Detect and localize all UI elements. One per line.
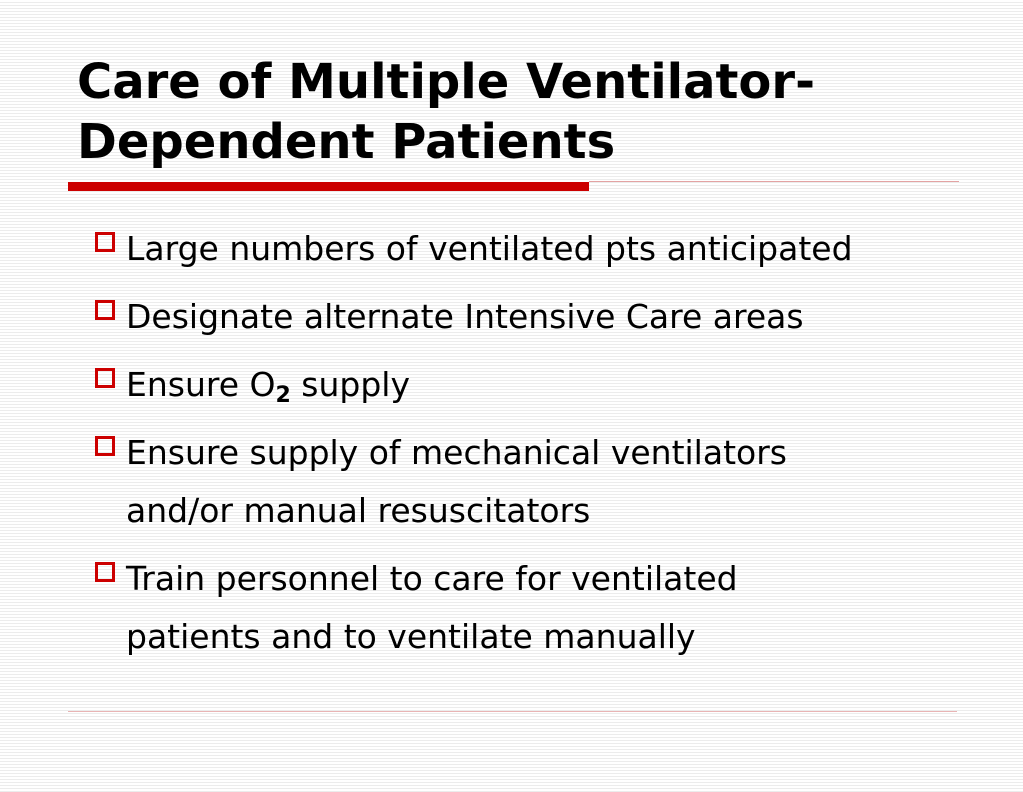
- subscript-2: 2: [275, 383, 291, 408]
- bullet-text-line-1: Ensure supply of mechanical ventilators: [126, 433, 787, 472]
- bullet-text: [126, 550, 992, 666]
- slide-title-line-2: Dependent Patients: [77, 114, 616, 170]
- hollow-square-bullet-icon: [95, 436, 115, 456]
- bullet-item: [92, 288, 992, 346]
- footer-divider: [68, 711, 957, 712]
- bullet-text-line-1: Train personnel to care for ventilated: [126, 559, 738, 598]
- bullet-text-line-2: patients and to ventilate manually: [126, 617, 696, 656]
- hollow-square-bullet-icon: [95, 232, 115, 252]
- bullet-text-oxygen: [126, 365, 410, 408]
- bullet-list: [92, 220, 992, 676]
- bullet-text: [126, 424, 992, 540]
- slide-title-line-1: Care of Multiple Ventilator-: [77, 54, 815, 110]
- title-underline-thin: [589, 181, 959, 182]
- hollow-square-bullet-icon: [95, 562, 115, 582]
- bullet-item: [92, 424, 992, 540]
- bullet-text: Large numbers of ventilated pts anticipated: [126, 229, 853, 268]
- bullet-item: [92, 356, 992, 414]
- hollow-square-bullet-icon: [95, 300, 115, 320]
- slide-title: [77, 52, 977, 172]
- bullet-item: [92, 550, 992, 666]
- title-underline-accent: [68, 182, 589, 191]
- bullet-text-line-2: and/or manual resuscitators: [126, 491, 591, 530]
- bullet-text: Designate alternate Intensive Care areas: [126, 297, 804, 336]
- bullet-text-after: supply: [290, 365, 410, 404]
- bullet-text-before: Ensure O: [126, 365, 276, 404]
- hollow-square-bullet-icon: [95, 368, 115, 388]
- bullet-item: [92, 220, 992, 278]
